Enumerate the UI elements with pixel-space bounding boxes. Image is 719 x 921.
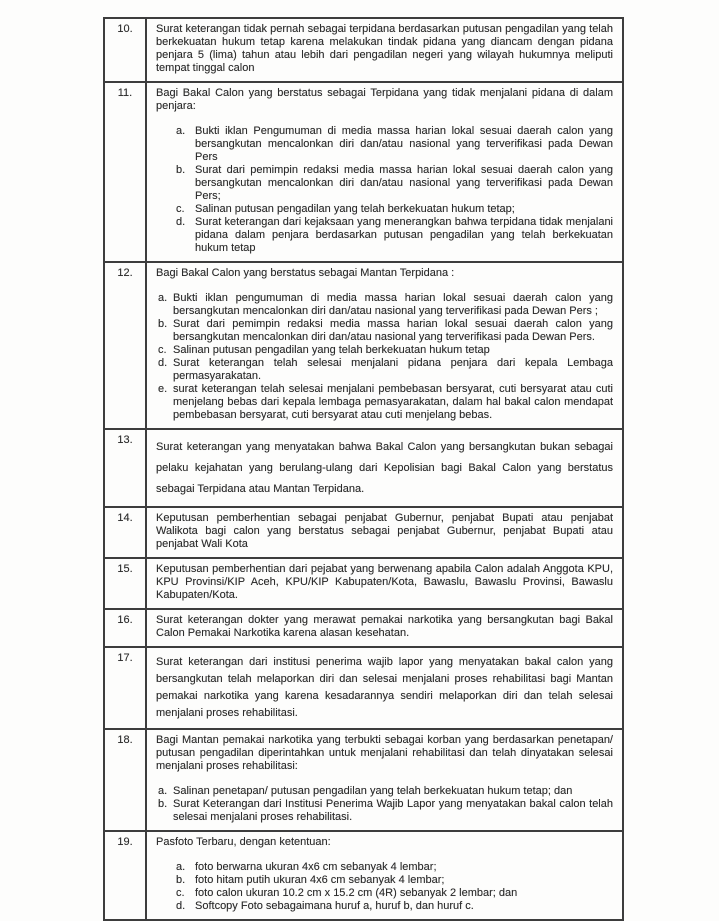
list-item bbox=[158, 798, 613, 824]
list-item bbox=[158, 292, 613, 318]
row-content bbox=[147, 832, 622, 919]
list-item-text: Bukti iklan Pengumuman di media massa harian lokal sesuai daerah calon yang bersangkutan mencalonkan diri dan/atau nasional yang terverifikasi pada Dewan Pers bbox=[195, 125, 613, 163]
row-number: 12. bbox=[105, 263, 147, 428]
row-paragraph: Bagi Mantan pemakai narkotika yang terbukti sebagai korban yang berdasarkan penetapan/ putusan pengadilan diperintahkan untuk menjalani rehabilitasi dan telah dinyatakan selesai menjalani proses rehabilitasi: bbox=[156, 734, 613, 772]
table-row bbox=[105, 506, 622, 557]
list-item-marker: c. bbox=[176, 203, 185, 215]
list-item-text: foto berwarna ukuran 4x6 cm sebanyak 4 lembar; bbox=[195, 861, 437, 873]
row-content bbox=[147, 648, 622, 728]
row-paragraph: Keputusan pemberhentian sebagai penjabat Gubernur, penjabat Bupati atau penjabat Walikota bagi calon yang berstatus sebagai penjabat Gubernur, penjabat Bupati atau penjabat Wali Kota bbox=[156, 512, 613, 550]
list-item-text: foto calon ukuran 10.2 cm x 15.2 cm (4R) sebanyak 2 lembar; dan bbox=[195, 887, 518, 899]
list-item bbox=[176, 216, 613, 255]
list-item-marker: c. bbox=[158, 344, 167, 356]
row-number: 10. bbox=[105, 19, 147, 81]
list-item-text: Bukti iklan pengumuman di media massa harian lokal sesuai daerah calon yang bersangkutan mencalonkan diri dan/atau nasional yang terverifikasi pada Dewan Pers ; bbox=[173, 292, 613, 317]
list-item-text: foto hitam putih ukuran 4x6 cm sebanyak 4 lembar; bbox=[195, 874, 445, 886]
row-number: 14. bbox=[105, 508, 147, 557]
list-item-marker: a. bbox=[176, 861, 186, 873]
table-row bbox=[105, 19, 622, 81]
list-item bbox=[176, 125, 613, 164]
row-number: 18. bbox=[105, 730, 147, 830]
table-row bbox=[105, 728, 622, 830]
list-item bbox=[176, 164, 613, 203]
list-item-text: Salinan putusan pengadilan yang telah berkekuatan hukum tetap; bbox=[195, 203, 515, 215]
list-item-text: surat keterangan telah selesai menjalani pembebasan bersyarat, cuti bersyarat atau cuti menjelang bebas dari kepala lembaga pemasyarakatan, dalam hal bakal calon mendapat pembebasan bersyarat, cuti bersyarat atau cuti menjelang bebas. bbox=[173, 383, 613, 421]
list-item-marker: d. bbox=[158, 357, 168, 369]
lettered-list bbox=[156, 861, 613, 913]
row-paragraph: Surat keterangan dokter yang merawat pemakai narkotika yang bersangkutan bagi Bakal Calon Pemakai Narkotika karena alasan kesehatan. bbox=[156, 614, 613, 639]
list-item-marker: c. bbox=[176, 887, 185, 899]
list-item bbox=[176, 887, 613, 900]
table-row bbox=[105, 608, 622, 646]
list-item bbox=[158, 318, 613, 344]
row-number: 16. bbox=[105, 610, 147, 646]
row-paragraph: Surat keterangan yang menyatakan bahwa Bakal Calon yang bersangkutan bukan sebagai pelaku kejahatan yang berulang-ulang dari Kepolisian bagi Bakal Calon yang berstatus sebagai Terpidana atau Mantan Terpidana. bbox=[156, 441, 613, 495]
row-paragraph: Bagi Bakal Calon yang berstatus sebagai Terpidana yang tidak menjalani pidana di dalam penjara: bbox=[156, 87, 613, 112]
row-number: 13. bbox=[105, 430, 147, 506]
row-number: 19. bbox=[105, 832, 147, 919]
row-paragraph: Bagi Bakal Calon yang berstatus sebagai Mantan Terpidana : bbox=[156, 267, 455, 279]
row-content bbox=[147, 19, 622, 81]
list-item-marker: d. bbox=[176, 900, 186, 912]
row-number: 11. bbox=[105, 83, 147, 261]
row-number: 15. bbox=[105, 559, 147, 608]
table-row bbox=[105, 261, 622, 428]
list-item-marker: b. bbox=[158, 798, 168, 810]
row-number: 17. bbox=[105, 648, 147, 728]
list-item-marker: b. bbox=[176, 164, 186, 176]
list-item-marker: d. bbox=[176, 216, 186, 228]
list-item bbox=[176, 861, 613, 874]
list-item-text: Salinan penetapan/ putusan pengadilan yang telah berkekuatan hukum tetap; dan bbox=[173, 785, 573, 797]
lettered-list bbox=[156, 125, 613, 255]
table-row bbox=[105, 428, 622, 506]
list-item-marker: a. bbox=[158, 785, 168, 797]
list-item-marker: e. bbox=[158, 383, 168, 395]
list-item bbox=[176, 203, 613, 216]
lettered-list bbox=[156, 785, 613, 824]
list-item-text: Surat dari pemimpin redaksi media massa harian lokal sesuai daerah calon yang bersangkutan mencalonkan diri dan/atau nasional yang terverifikasi pada Dewan Pers; bbox=[195, 164, 613, 202]
row-content bbox=[147, 508, 622, 557]
list-item-marker: b. bbox=[176, 874, 186, 886]
list-item bbox=[158, 785, 613, 798]
list-item bbox=[176, 874, 613, 887]
table-row bbox=[105, 557, 622, 608]
row-content bbox=[147, 430, 622, 506]
list-item-text: Surat keterangan telah selesai menjalani pidana penjara dari kepala Lembaga permasyarakatan. bbox=[173, 357, 613, 382]
row-paragraph: Surat keterangan tidak pernah sebagai terpidana berdasarkan putusan pengadilan yang telah berkekuatan hukum tetap karena melakukan tindak pidana yang diancam dengan pidana penjara 5 (lima) tahun atau lebih dari pengadilan negeri yang wilayah hukumnya meliputi tempat tinggal calon bbox=[156, 23, 613, 74]
row-paragraph: Pasfoto Terbaru, dengan ketentuan: bbox=[156, 836, 331, 848]
table-row bbox=[105, 646, 622, 728]
list-item-text: Softcopy Foto sebagaimana huruf a, huruf b, dan huruf c. bbox=[195, 900, 474, 912]
row-content bbox=[147, 610, 622, 646]
row-paragraph: Keputusan pemberhentian dari pejabat yang berwenang apabila Calon adalah Anggota KPU, KPU Provinsi/KIP Aceh, KPU/KIP Kabupaten/Kota, Bawaslu, Bawaslu Provinsi, Bawaslu Kabupaten/Kota. bbox=[156, 563, 613, 601]
list-item bbox=[158, 357, 613, 383]
row-paragraph: Surat keterangan dari institusi penerima wajib lapor yang menyatakan bakal calon yang bersangkutan telah melaporkan diri dan selesai menjalani proses rehabilitasi bagi Mantan pemakai narkotika yang karena kesadarannya sendiri melaporkan diri dan telah selesai menjalani proses rehabilitasi. bbox=[156, 656, 613, 719]
list-item bbox=[176, 900, 613, 913]
list-item bbox=[158, 383, 613, 422]
list-item-text: Surat dari pemimpin redaksi media massa harian lokal sesuai daerah calon yang bersangkutan mencalonkan diri dan/atau nasional yang terverifikasi pada Dewan Pers. bbox=[173, 318, 613, 343]
row-content bbox=[147, 730, 622, 830]
list-item-marker: a. bbox=[158, 292, 168, 304]
table-row bbox=[105, 830, 622, 919]
row-content bbox=[147, 559, 622, 608]
requirements-table bbox=[103, 17, 624, 921]
list-item-marker: a. bbox=[176, 125, 186, 137]
list-item-text: Surat keterangan dari kejaksaan yang menerangkan bahwa terpidana tidak menjalani pidana dalam penjara berdasarkan putusan pengadilan yang telah berkekuatan hukum tetap bbox=[195, 216, 613, 254]
table-row bbox=[105, 81, 622, 261]
list-item-text: Salinan putusan pengadilan yang telah berkekuatan hukum tetap bbox=[173, 344, 490, 356]
list-item-text: Surat Keterangan dari Institusi Penerima Wajib Lapor yang menyatakan bakal calon telah selesai menjalani proses rehabilitasi. bbox=[173, 798, 613, 823]
list-item bbox=[158, 344, 613, 357]
row-content bbox=[147, 263, 622, 428]
lettered-list bbox=[156, 292, 613, 422]
list-item-marker: b. bbox=[158, 318, 168, 330]
row-content bbox=[147, 83, 622, 261]
